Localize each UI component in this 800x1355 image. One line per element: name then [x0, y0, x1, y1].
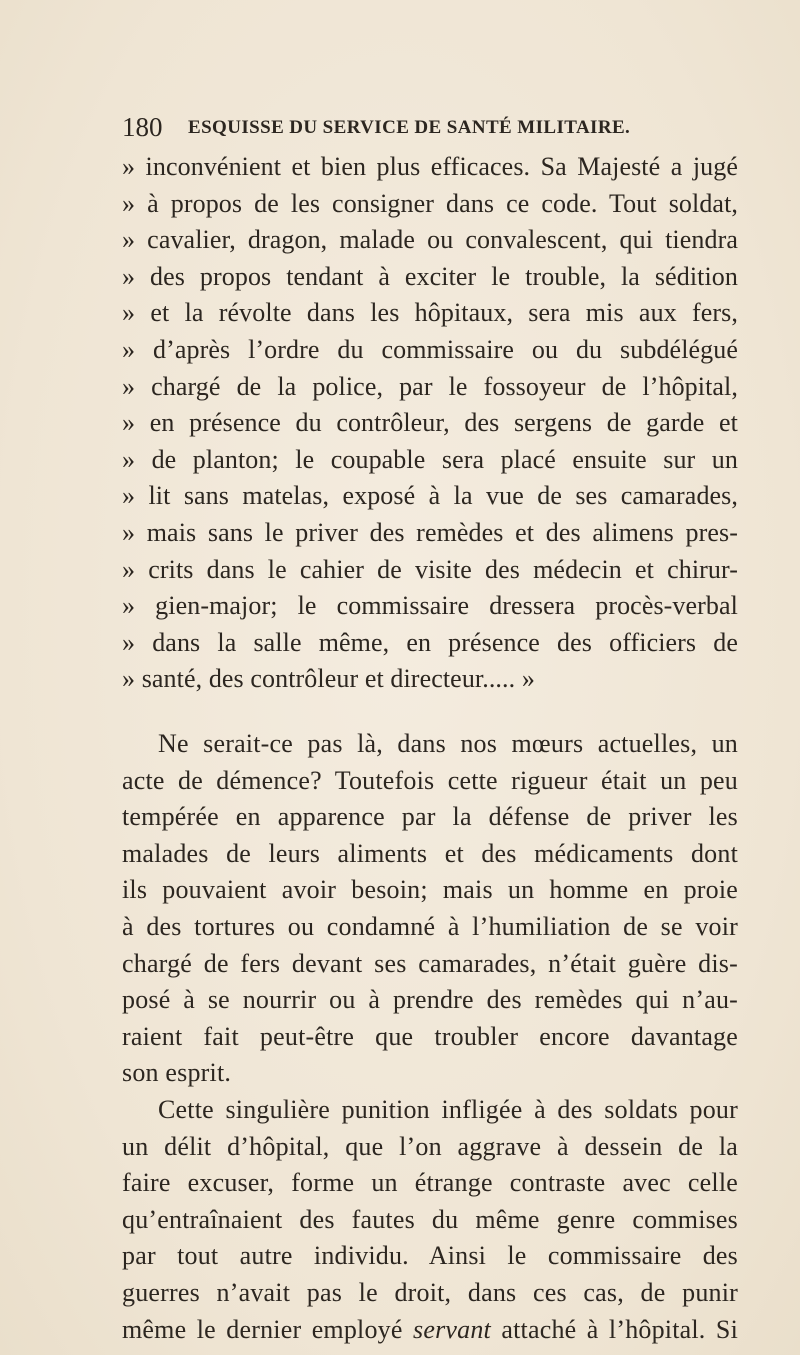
quote-line: » cavalier, dragon, malade ou convalescent, qui tiendra	[122, 225, 738, 254]
italic-word: servant	[413, 1315, 491, 1344]
paragraph-line: tempérée en apparence par la défense de priver les	[122, 802, 738, 831]
quote-line: » mais sans le priver des remèdes et des alimens pres-	[122, 518, 738, 547]
quote-line: » chargé de la police, par le fossoyeur de l’hôpital,	[122, 372, 738, 401]
paragraph-line: faire excuser, forme un étrange contraste avec celle	[122, 1168, 738, 1197]
quote-line: » des propos tendant à exciter le trouble, la sédition	[122, 262, 738, 291]
paragraph-line: acte de démence? Toutefois cette rigueur était un peu	[122, 766, 738, 795]
text-before-italic: même le dernier employé	[122, 1315, 414, 1344]
paragraph-line: par tout autre individu. Ainsi le commissaire des	[122, 1241, 738, 1270]
paragraph-line: son esprit.	[122, 1058, 232, 1087]
quote-line: » gien-major; le commissaire dressera procès-verbal	[122, 591, 738, 620]
paragraph-line: malades de leurs aliments et des médicaments dont	[122, 839, 738, 868]
quote-line: » santé, des contrôleur et directeur..... »	[122, 664, 535, 693]
paragraph-line: Cette singulière punition infligée à des soldats pour	[158, 1095, 738, 1124]
quote-line: » de planton; le coupable sera placé ensuite sur un	[122, 445, 738, 474]
quote-line: » et la révolte dans les hôpitaux, sera mis aux fers,	[122, 298, 738, 327]
quote-line: » inconvénient et bien plus efficaces. Sa Majesté a jugé	[122, 152, 738, 181]
paragraph-line: posé à se nourrir ou à prendre des remèdes qui n’au-	[122, 985, 738, 1014]
running-title: ESQUISSE DU SERVICE DE SANTÉ MILITAIRE.	[188, 117, 631, 138]
quote-line: » lit sans matelas, exposé à la vue de ses camarades,	[122, 481, 738, 510]
page-number: 180	[122, 112, 163, 142]
paragraph-line: à des tortures ou condamné à l’humiliation de se voir	[122, 912, 738, 941]
paragraph-line: Ne serait-ce pas là, dans nos mœurs actuelles, un	[158, 729, 738, 758]
quote-line: » dans la salle même, en présence des officiers de	[122, 628, 738, 657]
text-after-italic: attaché à l’hôpital. Si	[490, 1315, 738, 1344]
page-header	[122, 112, 762, 142]
paragraph-line: ils pouvaient avoir besoin; mais un homme en proie	[122, 875, 738, 904]
paragraph-line-with-italic	[122, 1313, 738, 1347]
quote-line: » à propos de les consigner dans ce code. Tout soldat,	[122, 189, 738, 218]
paragraph-line: guerres n’avait pas le droit, dans ces cas, de punir	[122, 1278, 738, 1307]
quote-line: » en présence du contrôleur, des sergens de garde et	[122, 408, 738, 437]
quote-line: » crits dans le cahier de visite des médecin et chirur-	[122, 555, 738, 584]
paragraph-line: qu’entraînaient des fautes du même genre commises	[122, 1205, 738, 1234]
paragraph-line: chargé de fers devant ses camarades, n’était guère dis-	[122, 949, 738, 978]
paragraph-line: raient fait peut-être que troubler encore davantage	[122, 1022, 738, 1051]
quote-line: » d’après l’ordre du commissaire ou du subdélégué	[122, 335, 738, 364]
paragraph-line: un délit d’hôpital, que l’on aggrave à dessein de la	[122, 1132, 738, 1161]
